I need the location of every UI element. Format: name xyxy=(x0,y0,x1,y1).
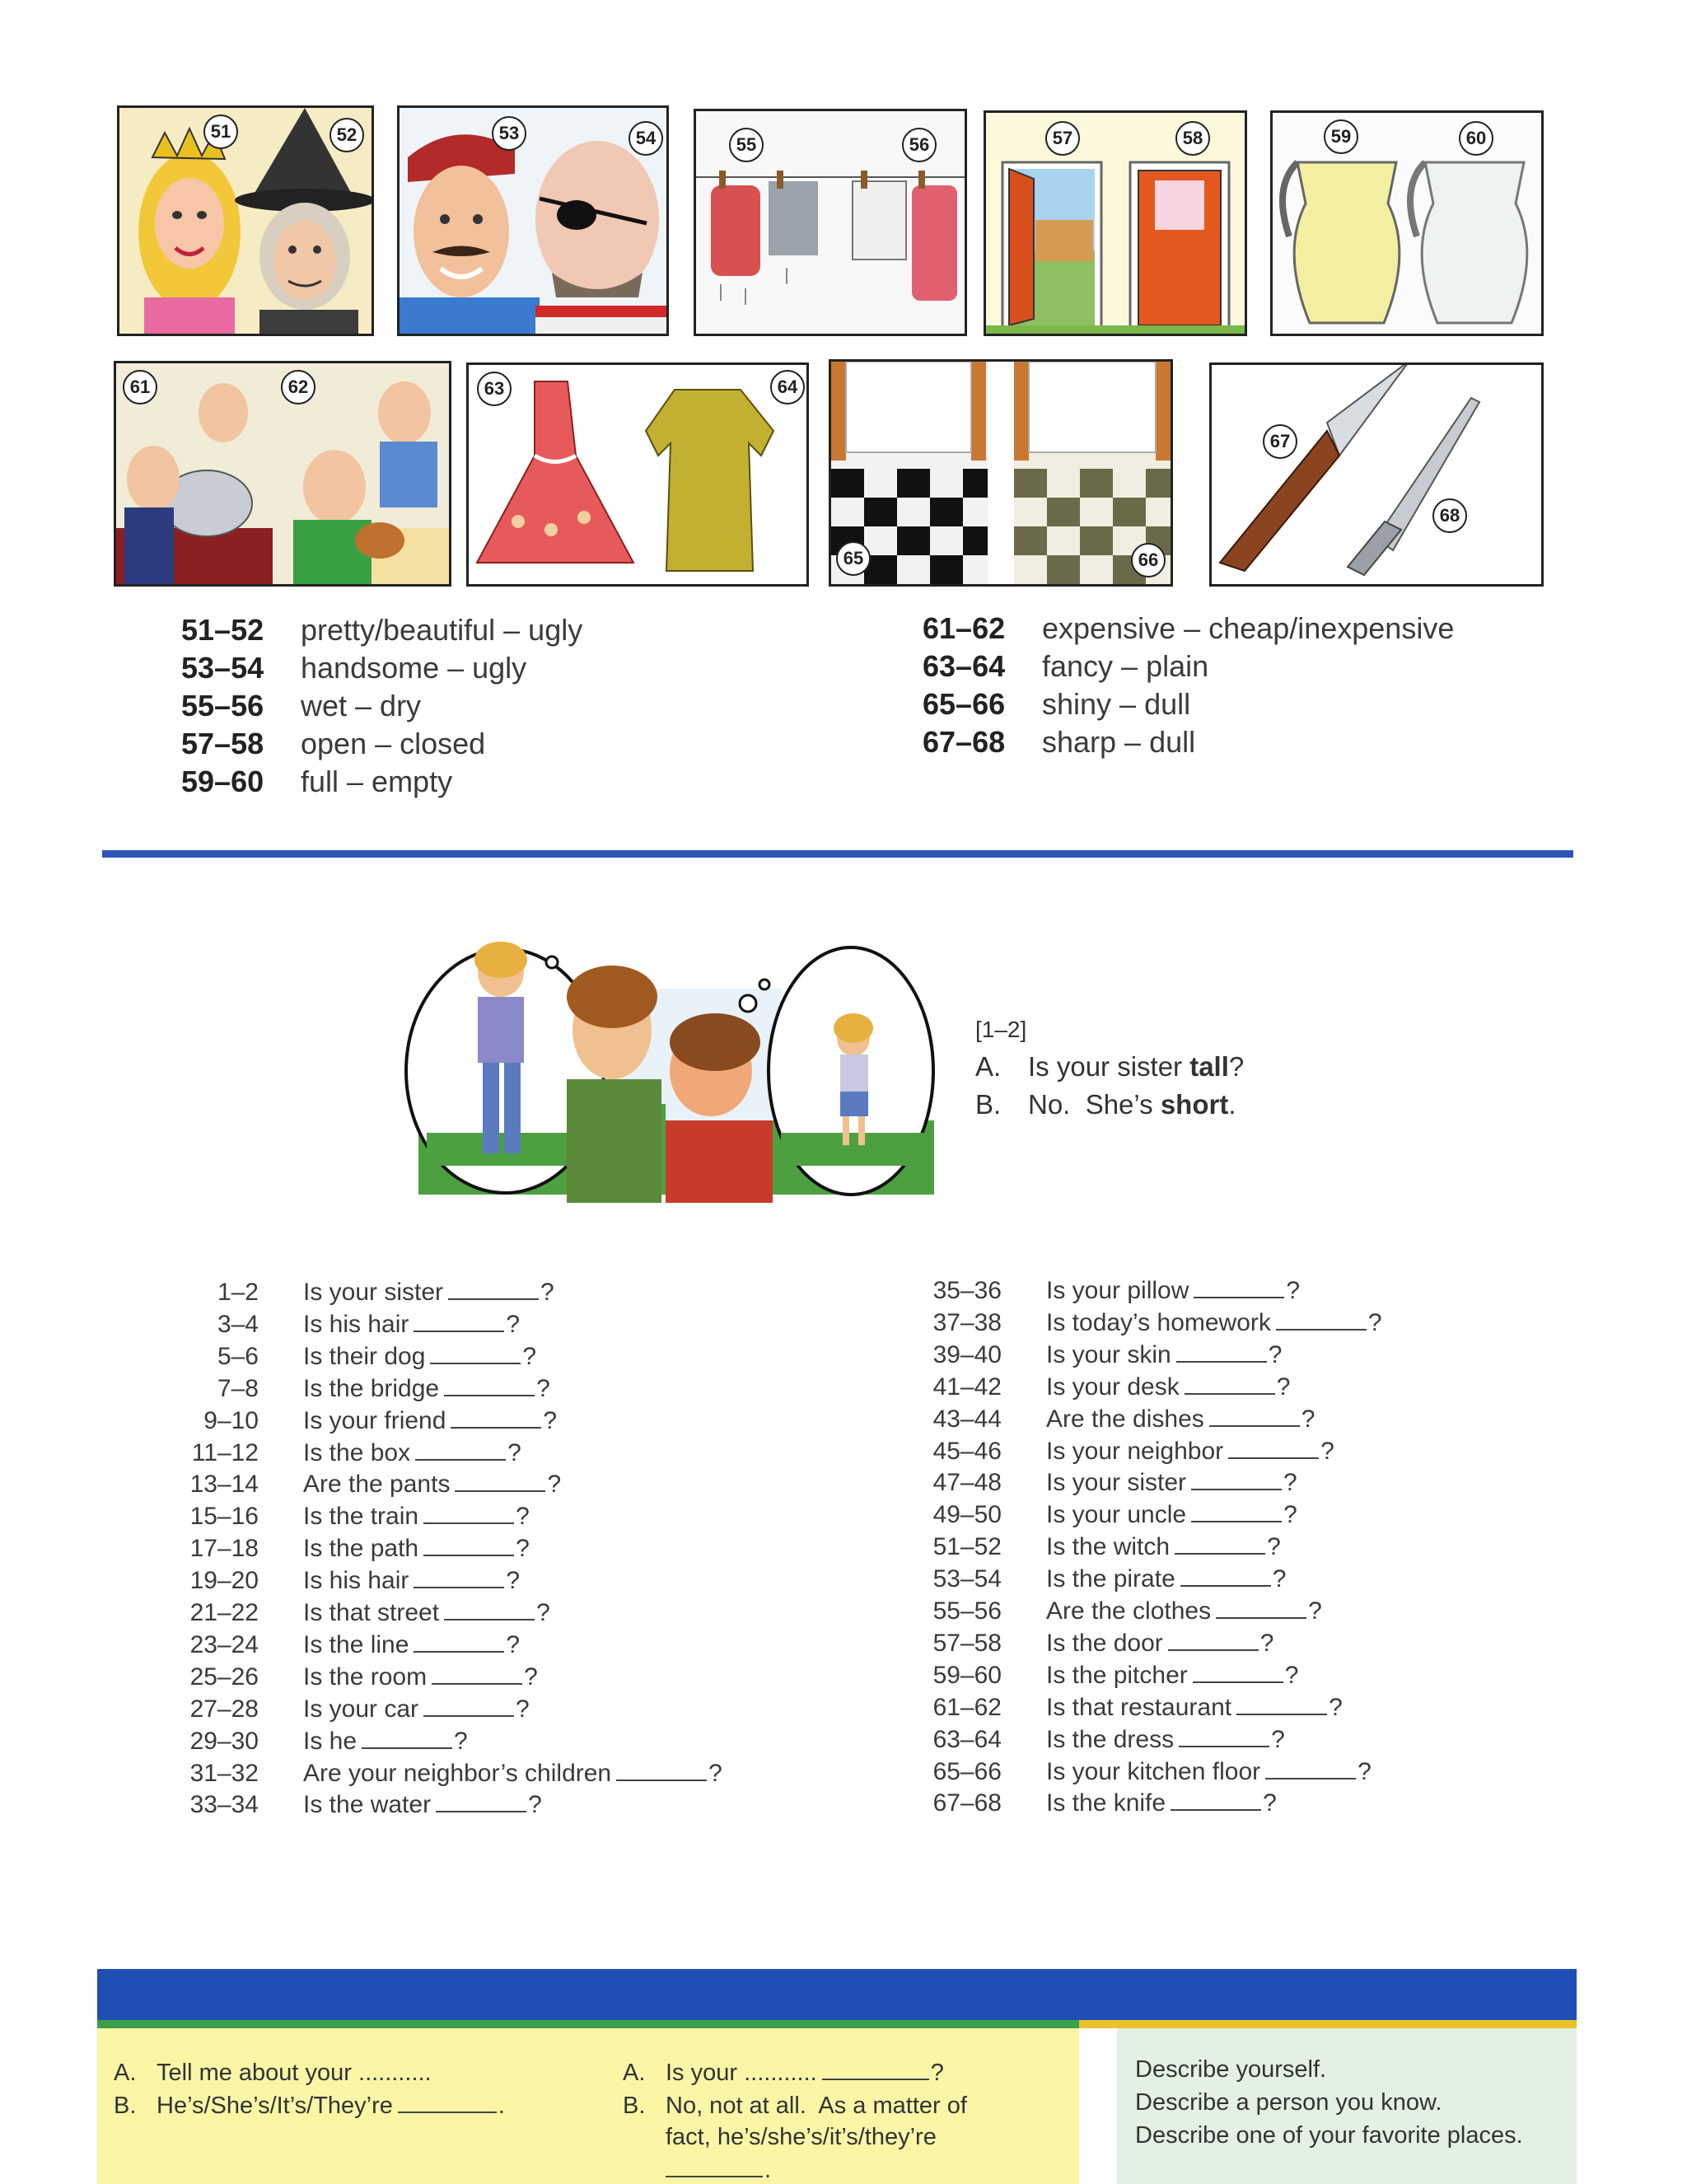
illustration-panel-63-64 xyxy=(466,362,809,587)
model-b-text: No. She’s xyxy=(1028,1089,1161,1120)
glossary-number: 57–58 xyxy=(181,727,264,760)
exercise-prompt: Is your desk xyxy=(1046,1373,1180,1401)
label-circle: 63 xyxy=(477,372,512,406)
exercise-prompt: Is your car xyxy=(303,1695,419,1723)
question-mark: ? xyxy=(708,1759,722,1787)
glossary-row xyxy=(923,687,1190,722)
exercise-number: 55–56 xyxy=(932,1597,1002,1625)
exercise-prompt: Is the room xyxy=(303,1663,428,1691)
exercise-prompt: Is the knife xyxy=(1046,1789,1166,1817)
footer-col1-b-end: . xyxy=(498,2093,505,2119)
question-mark: ? xyxy=(1259,1629,1274,1657)
exercise-prompt: Is the pitcher xyxy=(1046,1661,1188,1689)
speaker-b-label: B. xyxy=(114,2093,137,2119)
answer-blank[interactable] xyxy=(423,1554,514,1556)
exercise-number: 63–64 xyxy=(932,1725,1002,1753)
exercise-number: 45–46 xyxy=(932,1437,1002,1465)
exercise-row xyxy=(161,1407,557,1435)
answer-blank[interactable] xyxy=(362,1747,452,1749)
model-a-end: ? xyxy=(1228,1051,1245,1082)
exercise-row xyxy=(903,1597,1322,1625)
question-mark: ? xyxy=(1272,1565,1287,1593)
question-mark: ? xyxy=(1301,1405,1315,1433)
question-mark: ? xyxy=(1358,1757,1372,1785)
illustration-panel-51-52 xyxy=(117,105,374,336)
exercise-row xyxy=(161,1567,520,1595)
illustration-panel-57-58 xyxy=(984,110,1247,336)
label-circle: 56 xyxy=(902,128,937,162)
label-circle: 65 xyxy=(836,541,871,576)
exercise-prompt: Are your neighbor’s children xyxy=(303,1759,612,1787)
footer-col2-line-a xyxy=(623,2060,944,2087)
footer-col2-line-b2 xyxy=(666,2124,937,2151)
exercise-number: 41–42 xyxy=(932,1373,1002,1401)
exercise-prompt: Is your sister xyxy=(303,1279,444,1306)
exercise-number: 11–12 xyxy=(191,1438,259,1466)
question-mark: ? xyxy=(1329,1693,1343,1721)
question-mark: ? xyxy=(516,1503,530,1531)
glossary-text: sharp – dull xyxy=(1042,725,1196,759)
label-circle: 52 xyxy=(329,118,364,152)
exercise-number: 65–66 xyxy=(932,1757,1002,1785)
exercise-row xyxy=(161,1503,530,1531)
answer-blank xyxy=(398,2111,497,2113)
exercise-number: 57–58 xyxy=(932,1629,1002,1657)
glossary-number: 61–62 xyxy=(923,611,1006,645)
footer-col2-a-text: Is your ........... xyxy=(666,2060,817,2086)
label-circle: 61 xyxy=(123,370,157,405)
speaker-a-label: A. xyxy=(975,1051,1002,1082)
label-circle: 64 xyxy=(770,370,805,405)
exercise-prompt: Is his hair xyxy=(303,1310,409,1338)
question-mark: ? xyxy=(547,1471,562,1499)
exercise-number: 5–6 xyxy=(217,1342,259,1370)
footer-col1-line-a xyxy=(114,2060,432,2087)
footer-yellow-strip xyxy=(1079,2020,1577,2028)
sharp-and-dull-knife-illustration xyxy=(1212,365,1541,584)
label-circle: 60 xyxy=(1459,121,1493,156)
exercise-row xyxy=(161,1663,538,1691)
exercise-prompt: Is that restaurant xyxy=(1046,1693,1232,1721)
exercise-number: 47–48 xyxy=(932,1469,1002,1497)
model-conversation-illustration xyxy=(402,939,942,1203)
exercise-number: 9–10 xyxy=(203,1406,259,1434)
exercise-row xyxy=(161,1535,530,1563)
exercise-prompt: Are the pants xyxy=(303,1471,451,1499)
exercise-number: 7–8 xyxy=(217,1374,259,1402)
footer-col2-line-b3 xyxy=(666,2157,771,2184)
glossary-text: pretty/beautiful – ugly xyxy=(301,613,583,647)
answer-blank[interactable] xyxy=(451,1426,541,1429)
exercise-number: 19–20 xyxy=(189,1567,259,1595)
question-mark: ? xyxy=(454,1727,468,1755)
model-line-a xyxy=(975,1051,1244,1083)
answer-blank[interactable] xyxy=(436,1810,526,1812)
answer-blank[interactable] xyxy=(423,1714,514,1717)
label-circle: 51 xyxy=(203,115,238,149)
exercise-prompt: Is his hair xyxy=(303,1567,409,1595)
exercise-prompt: Is your neighbor xyxy=(1046,1437,1224,1465)
answer-blank[interactable] xyxy=(430,1362,521,1364)
exercise-row xyxy=(161,1343,536,1371)
glossary-row xyxy=(923,611,1454,646)
exercise-number: 27–28 xyxy=(189,1695,259,1723)
illustration-panel-61-62 xyxy=(114,361,451,587)
exercise-prompt: Is the water xyxy=(303,1791,432,1819)
exercise-prompt: Is the line xyxy=(303,1630,409,1658)
exercise-number: 31–32 xyxy=(189,1759,259,1787)
exercise-number: 61–62 xyxy=(932,1693,1002,1721)
answer-blank[interactable] xyxy=(432,1682,522,1685)
answer-blank[interactable] xyxy=(1185,1392,1275,1395)
footer-col2-b-text2: fact, he’s/she’s/it’s/they’re xyxy=(666,2124,937,2150)
answer-blank[interactable] xyxy=(1191,1488,1282,1490)
thought-bubbles-tall-and-short-sister-illustration xyxy=(402,939,942,1203)
question-mark: ? xyxy=(524,1663,538,1691)
question-mark: ? xyxy=(1267,1533,1281,1561)
label-circle: 57 xyxy=(1045,121,1080,156)
glossary-row xyxy=(181,651,526,685)
illustration-panel-67-68 xyxy=(1209,362,1544,587)
footer-col2-a-end: ? xyxy=(930,2060,944,2086)
exercise-row xyxy=(161,1599,550,1627)
glossary-number: 53–54 xyxy=(181,651,264,685)
exercise-prompt: Is their dog xyxy=(303,1342,426,1370)
answer-blank[interactable] xyxy=(414,1330,504,1332)
exercise-number: 37–38 xyxy=(932,1308,1002,1336)
question-mark: ? xyxy=(540,1279,554,1306)
exercise-number: 67–68 xyxy=(932,1789,1002,1817)
answer-blank[interactable] xyxy=(1168,1649,1259,1651)
question-mark: ? xyxy=(1271,1725,1285,1753)
question-mark: ? xyxy=(528,1791,542,1819)
exercise-row xyxy=(903,1694,1343,1722)
question-mark: ? xyxy=(1276,1373,1291,1401)
full-and-empty-pitcher-illustration xyxy=(1273,113,1541,334)
answer-blank[interactable] xyxy=(1216,1616,1306,1619)
exercise-row xyxy=(161,1279,554,1307)
model-a-keyword: tall xyxy=(1189,1051,1229,1082)
question-mark: ? xyxy=(516,1695,530,1723)
question-mark: ? xyxy=(1283,1501,1297,1529)
footer-blue-band xyxy=(97,1969,1577,2020)
glossary-text: expensive – cheap/inexpensive xyxy=(1042,611,1455,645)
exercise-prompt: Is your pillow xyxy=(1046,1277,1189,1304)
speaker-b-label: B. xyxy=(623,2093,646,2119)
answer-blank[interactable] xyxy=(1209,1424,1300,1427)
glossary-number: 67–68 xyxy=(923,725,1006,759)
glossary-text: full – empty xyxy=(301,765,453,798)
footer-col1-a-text: Tell me about your ........... xyxy=(157,2060,432,2086)
question-mark: ? xyxy=(506,1630,521,1658)
label-circle: 58 xyxy=(1175,121,1210,156)
exercise-prompt: Is the train xyxy=(303,1503,419,1531)
exercise-number: 49–50 xyxy=(932,1501,1002,1529)
exercise-row xyxy=(903,1309,1382,1337)
section-divider xyxy=(102,850,1573,858)
glossary-row xyxy=(181,613,582,648)
shiny-and-dull-floor-illustration xyxy=(831,362,1171,584)
model-line-b xyxy=(975,1089,1236,1120)
exercise-prompt: Is that street xyxy=(303,1599,440,1626)
label-circle: 62 xyxy=(281,370,315,405)
exercise-row xyxy=(161,1791,542,1819)
exercise-row xyxy=(903,1630,1273,1658)
exercise-number: 51–52 xyxy=(932,1533,1002,1561)
question-mark: ? xyxy=(1263,1789,1277,1817)
footer-col1-b-text: He’s/She’s/It’s/They’re xyxy=(157,2093,393,2119)
answer-blank[interactable] xyxy=(1193,1681,1283,1683)
answer-blank[interactable] xyxy=(1191,1520,1282,1522)
footer-prompt-1: Describe yourself. xyxy=(1135,2056,1327,2083)
exercise-prompt: Are the dishes xyxy=(1046,1405,1204,1433)
exercise-row xyxy=(903,1533,1281,1561)
answer-blank[interactable] xyxy=(423,1522,514,1524)
question-mark: ? xyxy=(1286,1277,1301,1304)
exercise-number: 33–34 xyxy=(189,1791,259,1819)
exercise-row xyxy=(161,1439,521,1467)
question-mark: ? xyxy=(536,1374,550,1402)
answer-blank[interactable] xyxy=(1236,1713,1327,1715)
glossary-text: open – closed xyxy=(301,727,486,760)
illustration-panel-59-60 xyxy=(1270,110,1544,336)
exercise-prompt: Is your skin xyxy=(1046,1340,1171,1368)
exercise-prompt: Is the door xyxy=(1046,1629,1163,1657)
label-circle: 53 xyxy=(492,116,526,151)
model-b-end: . xyxy=(1228,1089,1236,1120)
footer-white-gap xyxy=(1079,2028,1117,2184)
answer-blank[interactable] xyxy=(1276,1328,1367,1331)
glossary-text: fancy – plain xyxy=(1042,649,1209,683)
answer-blank[interactable] xyxy=(1228,1457,1319,1459)
handsome-man-and-pirate-illustration xyxy=(400,108,666,334)
question-mark: ? xyxy=(522,1342,537,1370)
answer-blank[interactable] xyxy=(1171,1808,1261,1811)
exercise-prompt: Is today’s homework xyxy=(1046,1308,1271,1336)
exercise-number: 21–22 xyxy=(189,1599,259,1626)
exercise-prompt: Is your kitchen floor xyxy=(1046,1757,1261,1785)
footer-col2-b-end: . xyxy=(764,2157,772,2183)
exercise-number: 23–24 xyxy=(189,1630,259,1658)
exercise-number: 17–18 xyxy=(189,1535,259,1563)
question-mark: ? xyxy=(506,1310,521,1338)
exercise-prompt: Are the clothes xyxy=(1046,1597,1212,1625)
exercise-row xyxy=(903,1662,1298,1690)
exercise-row xyxy=(903,1438,1334,1466)
glossary-row xyxy=(181,727,485,761)
exercise-number: 13–14 xyxy=(189,1471,259,1499)
answer-blank[interactable] xyxy=(444,1394,535,1396)
exercise-row xyxy=(161,1631,520,1659)
glossary-text: handsome – ugly xyxy=(301,651,527,685)
illustration-panel-55-56 xyxy=(694,109,967,336)
exercise-prompt: Is your sister xyxy=(1046,1469,1187,1497)
exercise-number: 35–36 xyxy=(932,1277,1002,1304)
glossary-text: shiny – dull xyxy=(1042,687,1191,721)
exercise-number: 1–2 xyxy=(217,1279,259,1306)
answer-blank[interactable] xyxy=(1175,1552,1265,1555)
answer-blank[interactable] xyxy=(1180,1584,1271,1587)
exercise-number: 53–54 xyxy=(932,1565,1002,1593)
exercise-prompt: Is the pirate xyxy=(1046,1565,1175,1593)
answer-blank[interactable] xyxy=(448,1298,539,1300)
label-circle: 54 xyxy=(629,121,663,156)
footer-green-strip xyxy=(97,2020,1079,2028)
glossary-number: 65–66 xyxy=(923,687,1006,721)
fancy-and-plain-dress-illustration xyxy=(469,365,806,584)
exercise-prompt: Is your friend xyxy=(303,1406,446,1434)
exercise-row xyxy=(903,1277,1300,1305)
speaker-a-label: A. xyxy=(623,2060,646,2086)
exercise-row xyxy=(903,1789,1277,1817)
answer-blank[interactable] xyxy=(415,1458,506,1461)
glossary-number: 55–56 xyxy=(181,689,264,723)
exercise-prompt: Is the bridge xyxy=(303,1374,440,1402)
exercise-row xyxy=(903,1373,1290,1401)
model-b-keyword: short xyxy=(1160,1089,1229,1120)
glossary-row xyxy=(923,725,1195,760)
exercise-prompt: Is your uncle xyxy=(1046,1501,1187,1529)
exercise-number: 3–4 xyxy=(217,1310,259,1338)
exercise-row xyxy=(161,1728,468,1756)
exercise-number: 43–44 xyxy=(932,1405,1002,1433)
answer-blank xyxy=(822,2078,929,2080)
question-mark: ? xyxy=(507,1438,521,1466)
glossary-row xyxy=(181,765,452,799)
question-mark: ? xyxy=(1283,1469,1297,1497)
glossary-row xyxy=(923,649,1208,684)
answer-blank[interactable] xyxy=(455,1490,545,1492)
answer-blank[interactable] xyxy=(1265,1777,1356,1779)
label-circle: 59 xyxy=(1324,119,1358,154)
exercise-prompt: Is the box xyxy=(303,1438,411,1466)
question-mark: ? xyxy=(543,1406,558,1434)
question-mark: ? xyxy=(1320,1437,1334,1465)
exercise-prompt: Is the path xyxy=(303,1535,419,1563)
answer-blank[interactable] xyxy=(1179,1745,1269,1747)
exercise-row xyxy=(161,1695,530,1723)
speaker-a-label: A. xyxy=(114,2060,137,2086)
glossary-number: 59–60 xyxy=(181,765,264,798)
glossary-row xyxy=(181,689,421,723)
answer-blank[interactable] xyxy=(1176,1360,1267,1363)
question-mark: ? xyxy=(1367,1308,1382,1336)
answer-blank[interactable] xyxy=(444,1618,535,1620)
exercise-prompt: Is he xyxy=(303,1727,357,1755)
footer-col1-line-b xyxy=(114,2093,505,2120)
exercise-number: 15–16 xyxy=(189,1503,259,1531)
exercise-row xyxy=(161,1311,520,1339)
exercise-row xyxy=(161,1471,561,1499)
label-circle: 66 xyxy=(1131,543,1166,578)
exercise-prompt: Is the dress xyxy=(1046,1725,1175,1753)
speaker-b-label: B. xyxy=(975,1089,1002,1120)
exercise-number: 59–60 xyxy=(932,1661,1002,1689)
question-mark: ? xyxy=(1308,1597,1322,1625)
answer-blank[interactable] xyxy=(1194,1296,1284,1298)
glossary-number: 51–52 xyxy=(181,613,264,647)
exercise-row xyxy=(903,1341,1282,1369)
answer-blank[interactable] xyxy=(616,1779,707,1781)
exercise-row xyxy=(903,1726,1285,1754)
question-mark: ? xyxy=(1268,1340,1283,1368)
model-a-text: Is your sister xyxy=(1028,1051,1190,1082)
expensive-and-cheap-restaurant-illustration xyxy=(116,363,449,584)
label-circle: 67 xyxy=(1263,424,1297,459)
label-circle: 68 xyxy=(1432,498,1467,533)
exercise-row xyxy=(161,1375,550,1403)
exercise-prompt: Is the witch xyxy=(1046,1533,1171,1561)
exercise-number: 25–26 xyxy=(189,1663,259,1691)
exercise-row xyxy=(903,1758,1372,1786)
question-mark: ? xyxy=(516,1535,530,1563)
answer-blank[interactable] xyxy=(414,1650,504,1653)
exercise-row xyxy=(903,1405,1315,1433)
label-circle: 55 xyxy=(729,128,764,162)
glossary-text: wet – dry xyxy=(301,689,422,723)
footer-col2-b-text1: No, not at all. As a matter of xyxy=(666,2093,967,2119)
answer-blank[interactable] xyxy=(414,1586,504,1588)
footer-col2-line-b1 xyxy=(623,2093,967,2120)
illustration-panel-65-66 xyxy=(829,359,1173,587)
glossary-number: 63–64 xyxy=(923,649,1006,683)
exercise-row xyxy=(161,1760,722,1788)
question-mark: ? xyxy=(536,1599,550,1626)
exercise-row xyxy=(903,1501,1297,1529)
exercise-number: 39–40 xyxy=(932,1340,1002,1368)
question-mark: ? xyxy=(506,1567,521,1595)
answer-blank xyxy=(666,2175,763,2177)
exercise-row xyxy=(903,1565,1286,1593)
question-mark: ? xyxy=(1284,1661,1299,1689)
illustration-panel-53-54 xyxy=(397,105,669,336)
footer-prompt-3: Describe one of your favorite places. xyxy=(1135,2122,1523,2149)
exercise-number: 29–30 xyxy=(189,1727,259,1755)
exercise-row xyxy=(903,1469,1297,1497)
model-reference: [1–2] xyxy=(975,1017,1027,1042)
footer-prompt-2: Describe a person you know. xyxy=(1135,2089,1442,2116)
